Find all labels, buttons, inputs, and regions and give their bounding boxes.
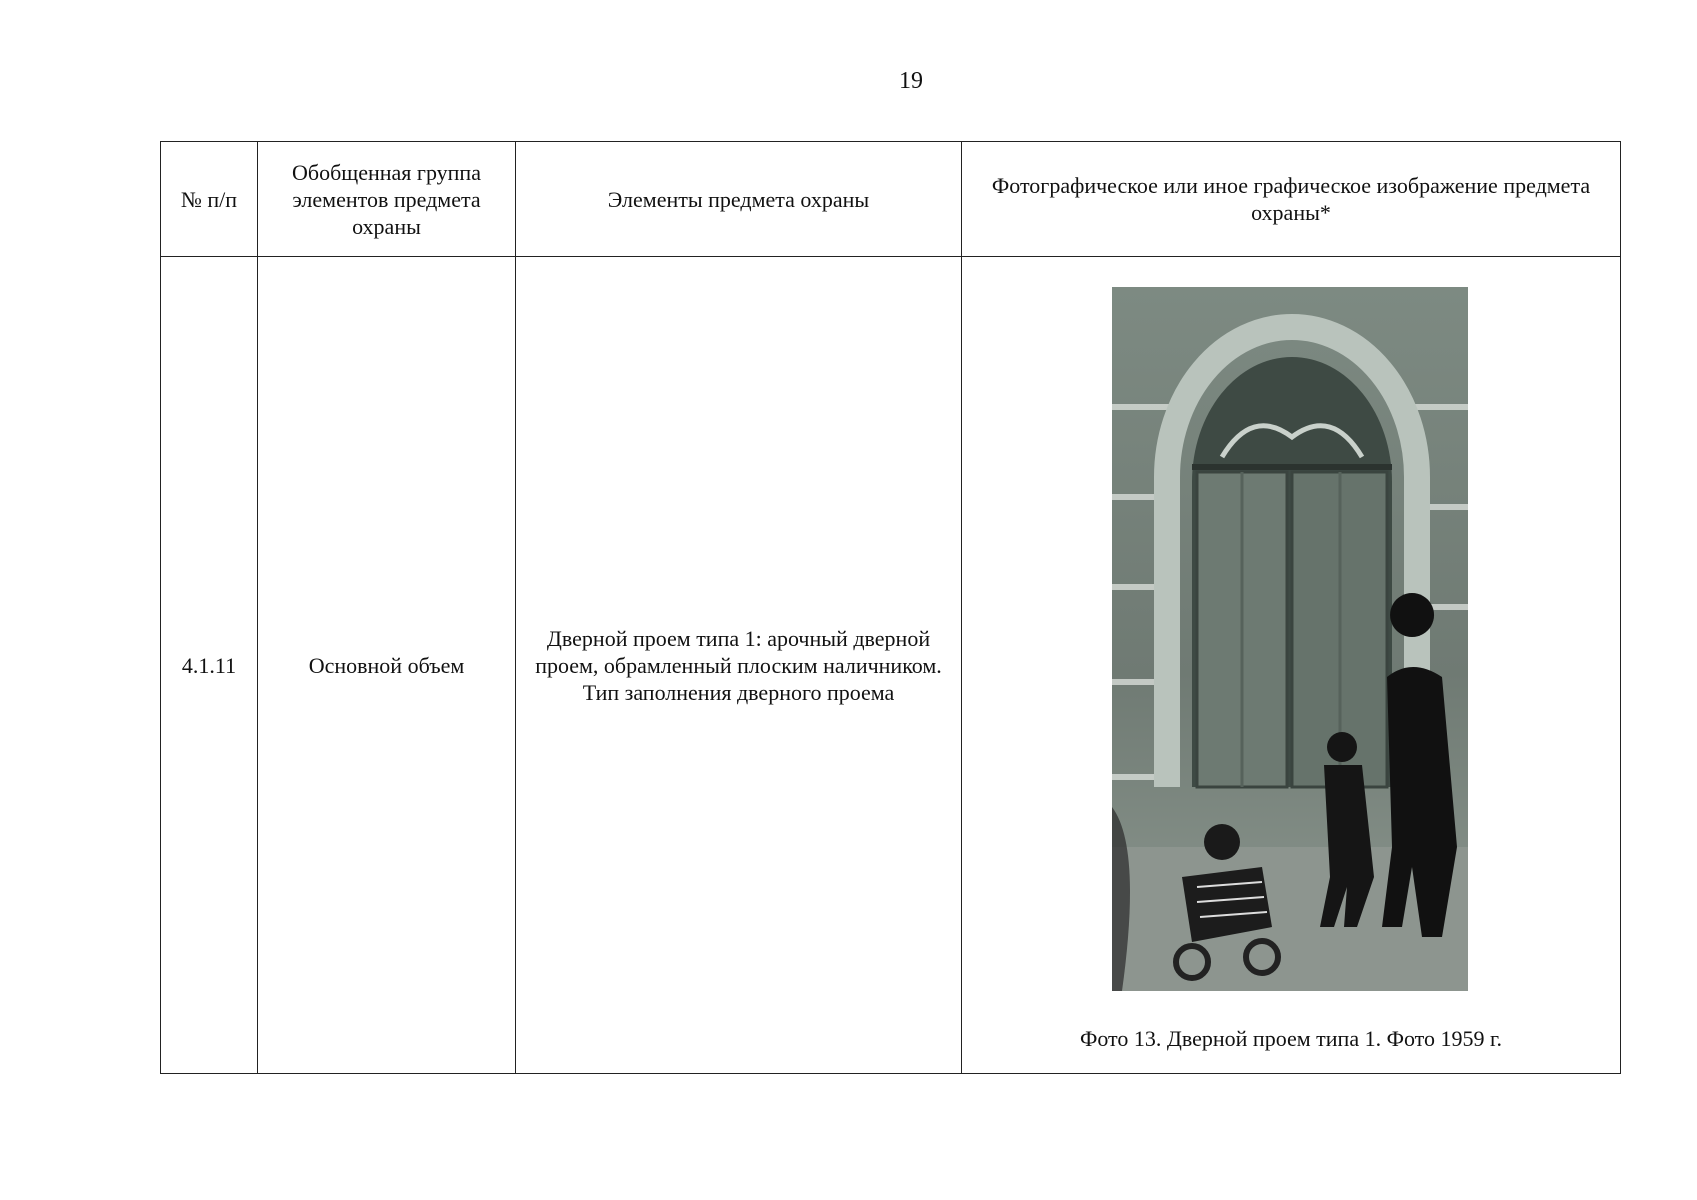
row-elements: Дверной проем типа 1: арочный дверной проем, обрамленный плоским наличником. Тип заполнения дверного проема: [516, 257, 962, 1074]
row-number: 4.1.11: [161, 257, 258, 1074]
page-number: 19: [899, 68, 923, 94]
table-header-row: [161, 142, 1621, 257]
header-elements: Элементы предмета охраны: [516, 142, 962, 257]
row-photo-cell: [962, 257, 1621, 1074]
header-photo: Фотографическое или иное графическое изображение предмета охраны*: [962, 142, 1621, 257]
protection-elements-table: [160, 141, 1621, 1074]
row-group: Основной объем: [258, 257, 516, 1074]
archive-photo-doorway: [1112, 287, 1468, 991]
header-group: Обобщенная группа элементов предмета охраны: [258, 142, 516, 257]
header-number: № п/п: [161, 142, 258, 257]
table-row: [161, 257, 1621, 1074]
photo-caption: Фото 13. Дверной проем типа 1. Фото 1959 г.: [1079, 1026, 1503, 1051]
